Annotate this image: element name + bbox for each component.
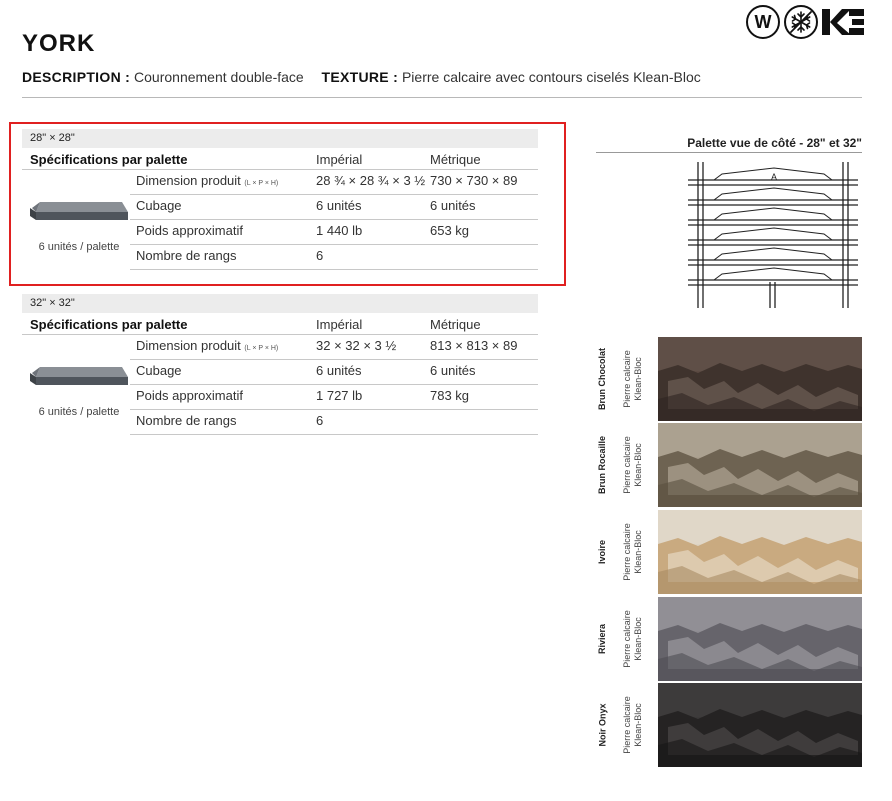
klean-bloc-logo-icon bbox=[822, 5, 864, 39]
description-label: DESCRIPTION : bbox=[22, 69, 131, 85]
section-label: Spécifications par palette bbox=[30, 317, 188, 332]
color-swatch-brun-chocolat bbox=[590, 337, 862, 421]
color-texture-line1: Pierre calcaire bbox=[622, 350, 632, 408]
pallet-diagram bbox=[686, 160, 860, 310]
row-imperial: 28 ¾ × 28 ¾ × 3 ½ bbox=[316, 173, 426, 188]
col-metric: Métrique bbox=[430, 152, 481, 167]
texture-label: TEXTURE : bbox=[321, 69, 399, 85]
col-imperial: Impérial bbox=[316, 317, 363, 332]
color-texture-line2: Klean-Bloc bbox=[633, 357, 643, 401]
header-divider bbox=[22, 97, 862, 98]
pallet-title: Palette vue de côté - 28" et 32" bbox=[687, 136, 862, 150]
row-sub-label: (L × P × H) bbox=[244, 180, 279, 187]
spec-row-dimension bbox=[22, 334, 538, 359]
units-per-pallet: 6 unités / palette bbox=[38, 406, 120, 418]
highlight-box bbox=[9, 122, 566, 286]
color-swatch-image bbox=[658, 337, 862, 421]
color-swatch-image bbox=[658, 597, 862, 681]
color-swatch-noir-onyx bbox=[590, 683, 862, 767]
row-imperial: 1 440 lb bbox=[316, 223, 363, 238]
row-label: Cubage bbox=[136, 363, 182, 378]
color-texture-line1: Pierre calcaire bbox=[622, 610, 632, 668]
row-imperial: 6 bbox=[316, 248, 324, 263]
col-imperial: Impérial bbox=[316, 152, 363, 167]
size-header: 28" × 28" bbox=[22, 129, 538, 148]
row-label: Nombre de rangs bbox=[136, 248, 237, 263]
row-divider bbox=[130, 434, 538, 435]
row-imperial: 1 727 lb bbox=[316, 388, 363, 403]
color-swatch-ivoire bbox=[590, 510, 862, 594]
row-label: Nombre de rangs bbox=[136, 413, 237, 428]
product-logos bbox=[746, 4, 864, 40]
snowflake-icon bbox=[784, 5, 818, 39]
color-texture-line2: Klean-Bloc bbox=[633, 443, 643, 487]
page-title: YORK bbox=[22, 30, 96, 57]
color-texture-line1: Pierre calcaire bbox=[622, 523, 632, 581]
color-texture-line1: Pierre calcaire bbox=[622, 696, 632, 754]
texture-value: Pierre calcaire avec contours ciselés Klean-Bloc bbox=[401, 69, 701, 85]
units-per-pallet: 6 unités / palette bbox=[38, 241, 120, 253]
spec-table-32 bbox=[22, 294, 538, 453]
spec-row-layers bbox=[22, 409, 538, 434]
color-swatch-image bbox=[658, 510, 862, 594]
color-swatch-riviera bbox=[590, 597, 862, 681]
color-texture-line1: Pierre calcaire bbox=[622, 436, 632, 494]
size-header: 32" × 32" bbox=[22, 294, 538, 313]
row-imperial: 6 bbox=[316, 413, 324, 428]
w-logo-letter: W bbox=[754, 11, 772, 32]
row-metric: 6 unités bbox=[430, 198, 476, 213]
row-imperial: 32 × 32 × 3 ½ bbox=[316, 338, 397, 353]
row-imperial: 6 unités bbox=[316, 198, 362, 213]
description-value: Couronnement double-face bbox=[134, 69, 304, 85]
color-texture-line2: Klean-Bloc bbox=[633, 530, 643, 574]
col-metric: Métrique bbox=[430, 317, 481, 332]
color-name: Brun Rocaille bbox=[597, 435, 608, 495]
row-metric: 783 kg bbox=[430, 388, 470, 403]
pallet-divider bbox=[596, 152, 862, 153]
color-name: Noir Onyx bbox=[597, 703, 608, 747]
color-texture-line2: Klean-Bloc bbox=[633, 703, 643, 747]
color-swatch-brun-rocaille bbox=[590, 423, 862, 507]
description-line bbox=[22, 69, 701, 85]
color-swatch-image bbox=[658, 683, 862, 767]
row-label: Dimension produit bbox=[136, 338, 241, 353]
row-metric: 813 × 813 × 89 bbox=[430, 338, 518, 353]
row-label: Cubage bbox=[136, 198, 182, 213]
row-sub-label: (L × P × H) bbox=[244, 345, 279, 352]
row-metric: 730 × 730 × 89 bbox=[430, 173, 518, 188]
pallet-marker: A bbox=[771, 172, 778, 182]
w-logo-icon bbox=[746, 5, 780, 39]
section-label: Spécifications par palette bbox=[30, 152, 188, 167]
spec-row-weight bbox=[22, 384, 538, 409]
row-label: Poids approximatif bbox=[136, 223, 243, 238]
row-metric: 6 unités bbox=[430, 363, 476, 378]
row-label: Poids approximatif bbox=[136, 388, 243, 403]
row-label: Dimension produit bbox=[136, 173, 241, 188]
color-swatch-image bbox=[658, 423, 862, 507]
color-name: Riviera bbox=[597, 623, 607, 655]
color-name: Brun Chocolat bbox=[597, 348, 607, 410]
row-imperial: 6 unités bbox=[316, 363, 362, 378]
color-name: Ivoire bbox=[597, 539, 608, 565]
row-metric: 653 kg bbox=[430, 223, 470, 238]
spec-row-cubage bbox=[22, 359, 538, 384]
color-texture-line2: Klean-Bloc bbox=[633, 617, 643, 661]
